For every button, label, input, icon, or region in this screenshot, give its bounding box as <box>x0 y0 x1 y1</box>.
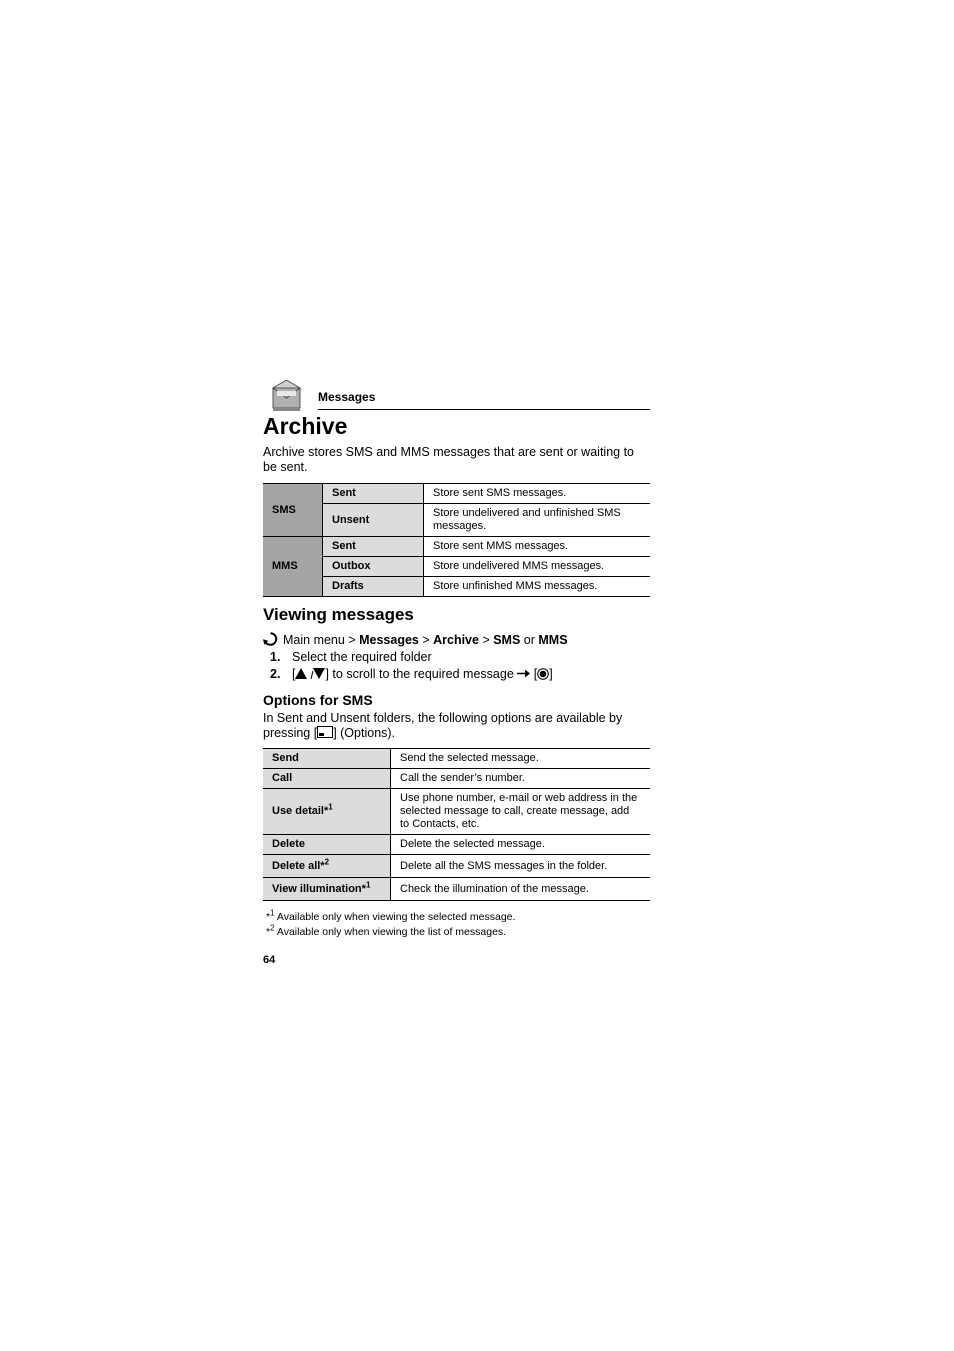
section-label: Messages <box>318 390 376 404</box>
option-name: Delete all*$^2$ <box>263 855 391 878</box>
option-desc: Call the sender’s number. <box>391 769 651 789</box>
group-cell-sms: SMS <box>263 484 323 537</box>
step-1: 1. Select the required folder <box>270 650 432 664</box>
folder-name: Unsent <box>323 504 424 537</box>
folder-desc: Store unfinished MMS messages. <box>424 577 651 597</box>
option-name: View illumination*$^1$ <box>263 878 391 901</box>
option-name: Delete <box>263 835 391 855</box>
path-sms: SMS <box>493 633 521 647</box>
option-desc: Delete all the SMS messages in the folder. <box>391 855 651 878</box>
menu-path-arrow-icon <box>263 632 278 646</box>
path-archive: Archive <box>433 633 479 647</box>
table-row <box>263 769 650 789</box>
option-desc: Use phone number, e-mail or web address in the selected message to call, create message, add to Contacts, etc. <box>391 789 651 835</box>
folder-desc: Store undelivered and unfinished SMS messages. <box>424 504 651 537</box>
option-desc: Send the selected message. <box>391 749 651 769</box>
folder-name: Sent <box>323 484 424 504</box>
viewing-heading: Viewing messages <box>263 605 414 624</box>
archive-folders-table <box>263 483 650 597</box>
arrow-right-icon <box>517 669 530 678</box>
options-paragraph: In Sent and Unsent folders, the following options are available by pressing [ ] (Options). <box>263 711 623 740</box>
footnote-2: *$^2$ Available only when viewing the list of messages. <box>266 923 507 938</box>
envelope-icon <box>272 380 302 412</box>
options-heading: Options for SMS <box>263 692 373 708</box>
folder-desc: Store sent MMS messages. <box>424 537 651 557</box>
left-softkey-icon <box>317 726 333 738</box>
table-row <box>263 855 650 878</box>
table-row <box>263 789 650 835</box>
path-mms: MMS <box>538 633 568 647</box>
folder-name: Sent <box>323 537 424 557</box>
up-down-key-icon <box>295 668 325 679</box>
option-name: Call <box>263 769 391 789</box>
center-key-icon <box>537 668 549 680</box>
page-number: 64 <box>263 954 276 966</box>
option-name: Send <box>263 749 391 769</box>
footnote-1: *$^1$ Available only when viewing the selected message. <box>266 908 516 923</box>
group-cell-mms: MMS <box>263 537 323 597</box>
option-name: Use detail*$^1$ <box>263 789 391 835</box>
table-row <box>263 835 650 855</box>
header-rule <box>318 409 650 410</box>
path-messages: Messages <box>359 633 419 647</box>
sms-options-table <box>263 748 650 901</box>
menu-path: Main menu > Messages > Archive > SMS or MMS <box>263 632 568 647</box>
folder-name: Drafts <box>323 577 424 597</box>
intro-paragraph: Archive stores SMS and MMS messages that are sent or waiting to be sent. <box>263 445 634 474</box>
table-row <box>263 749 650 769</box>
table-row <box>263 484 650 504</box>
option-desc: Delete the selected message. <box>391 835 651 855</box>
option-desc: Check the illumination of the message. <box>391 878 651 901</box>
folder-desc: Store sent SMS messages. <box>424 484 651 504</box>
table-row <box>263 537 650 557</box>
page-title: Archive <box>263 413 348 439</box>
folder-name: Outbox <box>323 557 424 577</box>
step-2: 2. [ ] to scroll to the required message [ ] <box>270 667 553 681</box>
folder-desc: Store undelivered MMS messages. <box>424 557 651 577</box>
table-row <box>263 878 650 901</box>
